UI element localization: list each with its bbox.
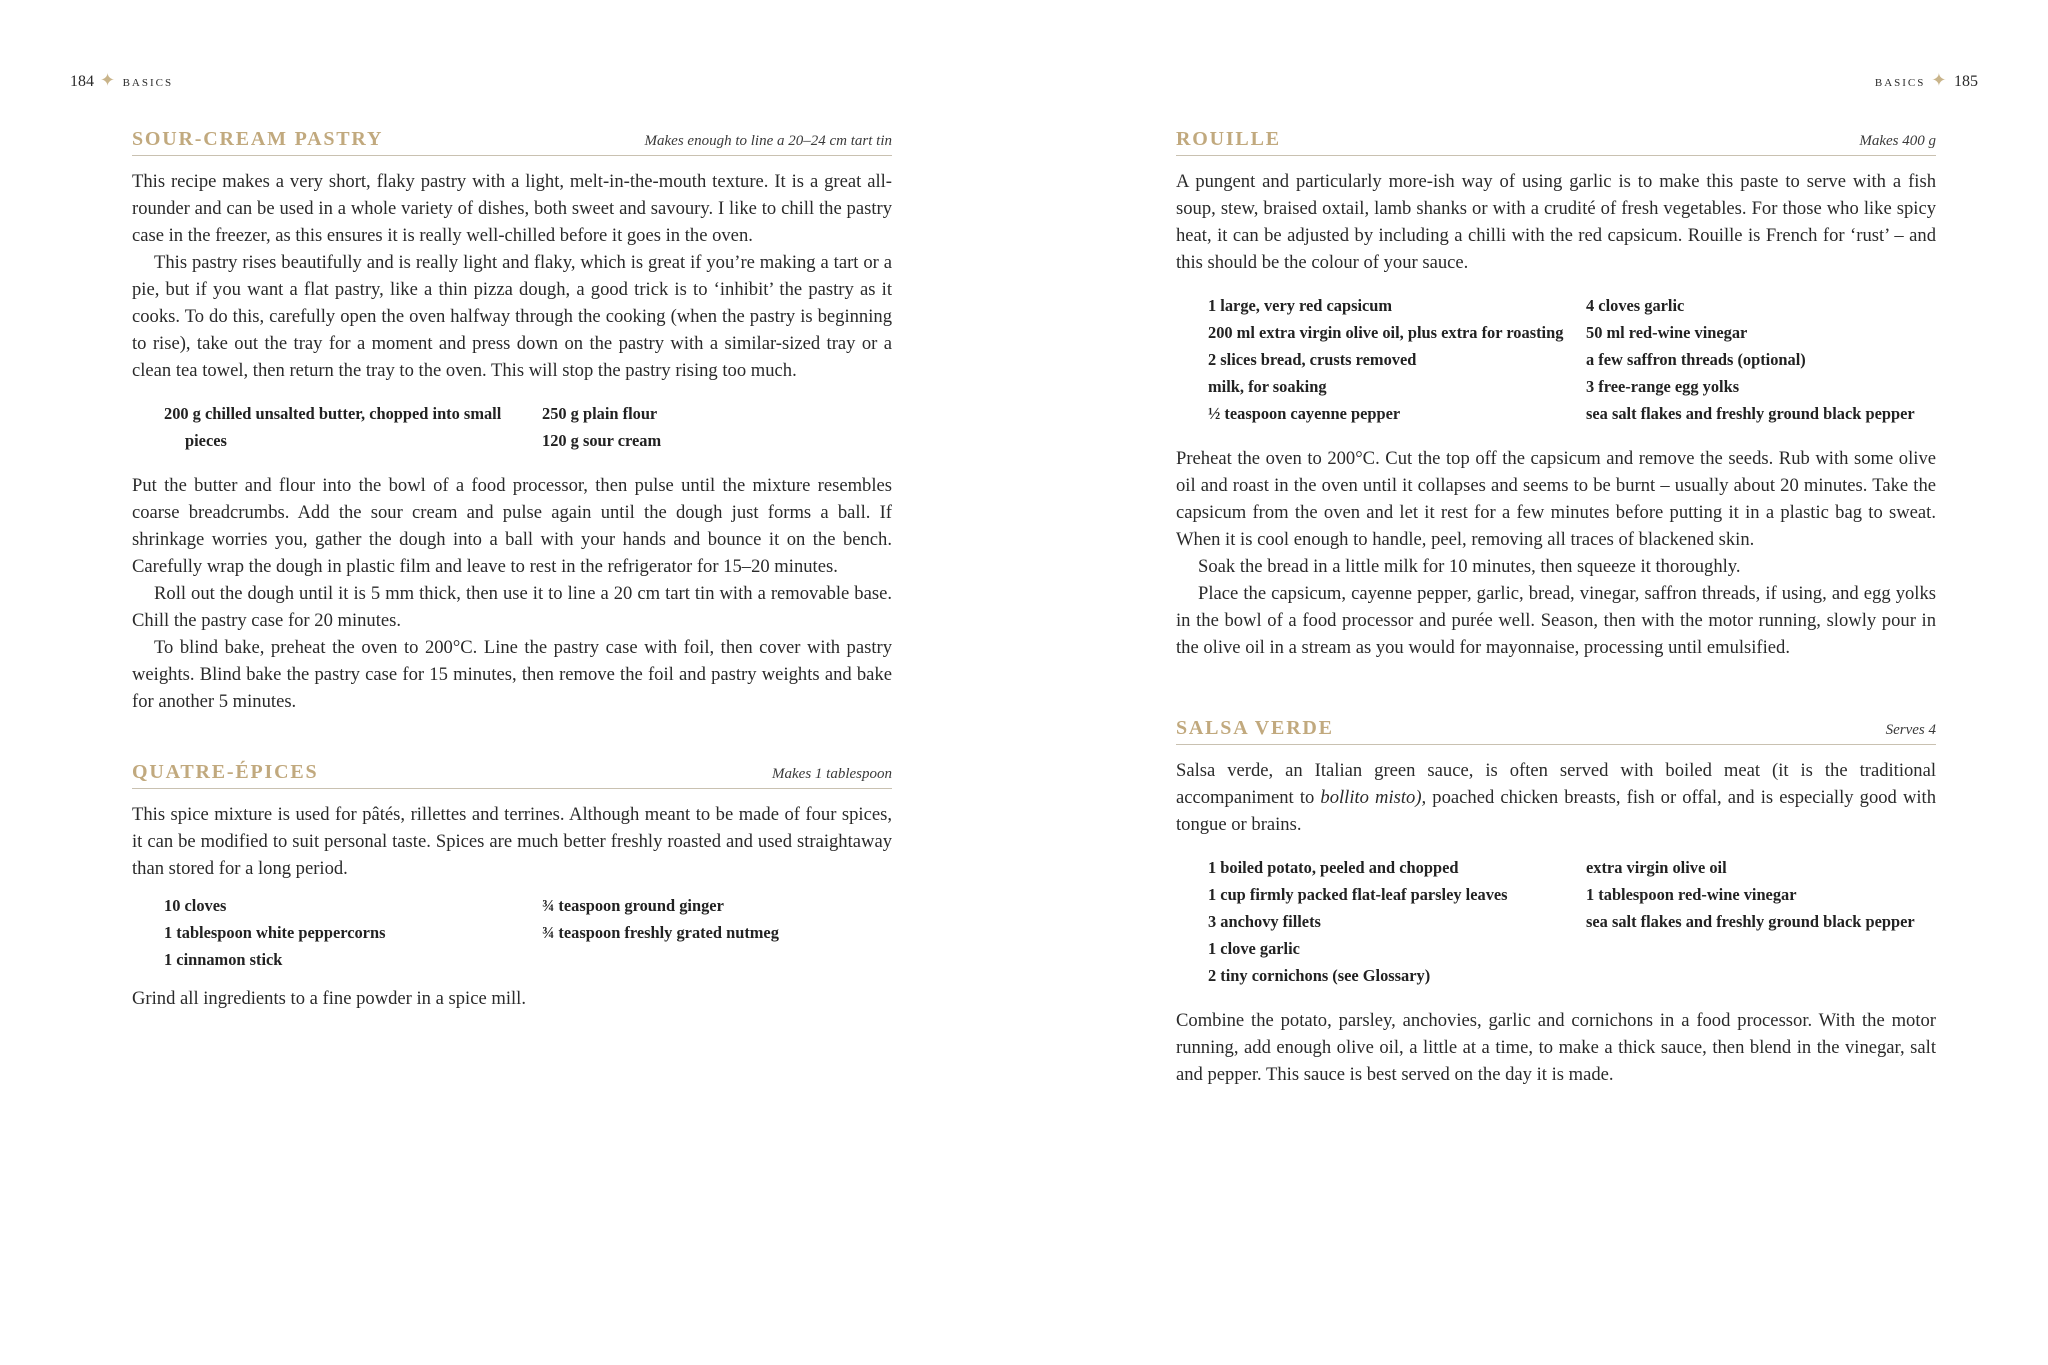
- recipe-header: [132, 761, 892, 789]
- ingredient-column-right: [542, 892, 892, 973]
- method-paragraph: Soak the bread in a little milk for 10 minutes, then squeeze it thoroughly.: [1198, 556, 1741, 577]
- intro-paragraph: [1176, 757, 1936, 838]
- ingredient-item: 2 slices bread, crusts removed: [1208, 350, 1417, 369]
- ingredient-item: 3 anchovy fillets: [1208, 912, 1321, 931]
- intro-text: poached chicken breasts, fish or offal, and is especially good with tongue or brains.: [1176, 787, 1937, 835]
- diamond-star-icon: ✦: [100, 70, 117, 90]
- ingredient-item: 1 boiled potato, peeled and chopped: [1208, 858, 1459, 877]
- left-page-column: [132, 128, 892, 1058]
- ingredient-column-right: [1586, 854, 1936, 989]
- running-title: basics: [122, 73, 174, 90]
- ingredient-item: 200 g chilled unsalted butter, chopped into small pieces: [164, 404, 502, 450]
- ingredient-item: 120 g sour cream: [542, 431, 662, 450]
- ingredient-item: 2 tiny cornichons (see Glossary): [1208, 966, 1431, 985]
- ingredient-item: a few saffron threads (optional): [1586, 350, 1806, 369]
- running-title: basics: [1874, 73, 1926, 90]
- recipe-title: QUATRE-ÉPICES: [132, 761, 319, 783]
- intro-text: Salsa verde, an Italian green sauce, is often served with boiled meat (it is the traditional accompaniment to: [1176, 760, 1936, 808]
- ingredient-item: ½ teaspoon cayenne pepper: [1208, 404, 1401, 423]
- method-paragraph: Combine the potato, parsley, anchovies, garlic and cornichons in a food processor. With the motor running, add enough olive oil, a little at a time, to make a thick sauce, then blend in the vinegar, salt and pepper. This sauce is best served on the day it is made.: [1176, 1010, 1936, 1085]
- recipe-header: [132, 128, 892, 156]
- right-page-column: [1176, 128, 1936, 1134]
- ingredient-item: ¾ teaspoon ground ginger: [542, 896, 724, 915]
- recipe-yield: Makes 400 g: [1859, 133, 1936, 149]
- ingredient-item: 1 cup firmly packed flat-leaf parsley leaves: [1208, 885, 1508, 904]
- recipe-quatre-epices: [132, 761, 892, 1012]
- ingredient-item: 1 cinnamon stick: [164, 950, 283, 969]
- recipe-yield: Serves 4: [1885, 722, 1936, 738]
- ingredient-item: 200 ml extra virgin olive oil, plus extra for roasting: [1208, 323, 1564, 342]
- ingredient-item: ¾ teaspoon freshly grated nutmeg: [542, 923, 779, 942]
- ingredient-item: 50 ml red-wine vinegar: [1586, 323, 1748, 342]
- method-paragraph: Preheat the oven to 200°C. Cut the top off the capsicum and remove the seeds. Rub with some olive oil and roast in the oven until it collapses and seems to be burnt – usually about 20 minutes. Take the capsicum from the oven and let it rest for a few minutes before putting it in a plastic bag to sweat. When it is cool enough to handle, peel, removing all traces of blackened skin.: [1176, 448, 1936, 550]
- intro-italic-dish-name: bollito misto),: [1320, 787, 1427, 808]
- ingredient-item: 4 cloves garlic: [1586, 296, 1685, 315]
- recipe-yield: Makes 1 tablespoon: [772, 766, 892, 782]
- ingredient-item: sea salt flakes and freshly ground black pepper: [1586, 912, 1915, 931]
- ingredient-column-left: [164, 892, 542, 973]
- method-paragraph: Place the capsicum, cayenne pepper, garlic, bread, vinegar, saffron threads, if using, and egg yolks in the bowl of a food processor and purée well. Season, then with the motor running, slowly pour in the olive oil in a stream as you would for mayonnaise, processing until emulsified.: [1176, 583, 1936, 658]
- diamond-star-icon: ✦: [1931, 70, 1948, 90]
- ingredient-item: 1 clove garlic: [1208, 939, 1300, 958]
- intro-paragraph: A pungent and particularly more-ish way of using garlic is to make this paste to serve with a fish soup, stew, braised oxtail, lamb shanks or with a crudité of fresh vegetables. For those who like spicy heat, it can be adjusted by including a chilli with the red capsicum. Rouille is French for ‘rust’ – and this should be the colour of your sauce.: [1176, 171, 1936, 273]
- ingredient-item: 1 tablespoon red-wine vinegar: [1586, 885, 1797, 904]
- method-paragraph: Put the butter and flour into the bowl of a food processor, then pulse until the mixture resembles coarse breadcrumbs. Add the sour cream and pulse again until the dough just forms a ball. If shrinkage worries you, gather the dough into a ball with your hands and bounce it on the bench. Carefully wrap the dough in plastic film and leave to rest in the refrigerator for 15–20 minutes.: [132, 475, 892, 577]
- method-paragraph: Grind all ingredients to a fine powder in a spice mill.: [132, 988, 526, 1009]
- recipe-title: SALSA VERDE: [1176, 717, 1334, 739]
- recipe-header: [1176, 717, 1936, 745]
- ingredient-column-left: [164, 400, 542, 454]
- ingredient-item: 3 free-range egg yolks: [1586, 377, 1740, 396]
- running-head-left: [70, 70, 173, 91]
- recipe-sour-cream-pastry: [132, 128, 892, 715]
- ingredient-list: [164, 400, 892, 454]
- intro-paragraph: This recipe makes a very short, flaky pastry with a light, melt-in-the-mouth texture. It is a great all-rounder and can be used in a whole variety of dishes, both sweet and savoury. I like to chill the pastry case in the freezer, as this ensures it is really well-chilled before it goes in the oven.: [132, 171, 892, 246]
- recipe-yield: Makes enough to line a 20–24 cm tart tin: [644, 133, 892, 149]
- running-head-right: [1875, 70, 1978, 91]
- ingredient-item: 1 tablespoon white peppercorns: [164, 923, 386, 942]
- ingredient-column-right: [1586, 292, 1936, 427]
- ingredient-item: sea salt flakes and freshly ground black pepper: [1586, 404, 1915, 423]
- ingredient-list: [1208, 854, 1936, 989]
- page-number: 184: [70, 73, 94, 90]
- ingredient-item: 1 large, very red capsicum: [1208, 296, 1393, 315]
- ingredient-item: milk, for soaking: [1208, 377, 1327, 396]
- ingredient-column-left: [1208, 854, 1586, 989]
- recipe-title: SOUR-CREAM PASTRY: [132, 128, 384, 150]
- ingredient-list: [1208, 292, 1936, 427]
- intro-paragraph: This spice mixture is used for pâtés, rillettes and terrines. Although meant to be made of four spices, it can be modified to suit personal taste. Spices are much better freshly roasted and used straightaway than stored for a long period.: [132, 804, 892, 879]
- recipe-rouille: [1176, 128, 1936, 661]
- ingredient-item: 10 cloves: [164, 896, 227, 915]
- ingredient-item: extra virgin olive oil: [1586, 858, 1727, 877]
- recipe-header: [1176, 128, 1936, 156]
- recipe-salsa-verde: [1176, 717, 1936, 1088]
- ingredient-column-left: [1208, 292, 1586, 427]
- page-number: 185: [1954, 73, 1978, 90]
- ingredient-column-right: [542, 400, 892, 454]
- method-paragraph: Roll out the dough until it is 5 mm thick, then use it to line a 20 cm tart tin with a removable base. Chill the pastry case for 20 minutes.: [132, 583, 892, 631]
- ingredient-item: 250 g plain flour: [542, 404, 658, 423]
- intro-paragraph: This pastry rises beautifully and is really light and flaky, which is great if you’re making a tart or a pie, but if you want a flat pastry, like a thin pizza dough, a good trick is to ‘inhibit’ the pastry as it cooks. To do this, carefully open the oven halfway through the cooking (when the pastry is beginning to rise), take out the tray for a moment and press down on the pastry with a similar-sized tray or a clean tea towel, then return the tray to the oven. This will stop the pastry rising too much.: [132, 252, 892, 381]
- recipe-title: ROUILLE: [1176, 128, 1281, 150]
- ingredient-list: [164, 892, 892, 973]
- method-paragraph: To blind bake, preheat the oven to 200°C. Line the pastry case with foil, then cover with pastry weights. Blind bake the pastry case for 15 minutes, then remove the foil and pastry weights and bake for another 5 minutes.: [132, 637, 892, 712]
